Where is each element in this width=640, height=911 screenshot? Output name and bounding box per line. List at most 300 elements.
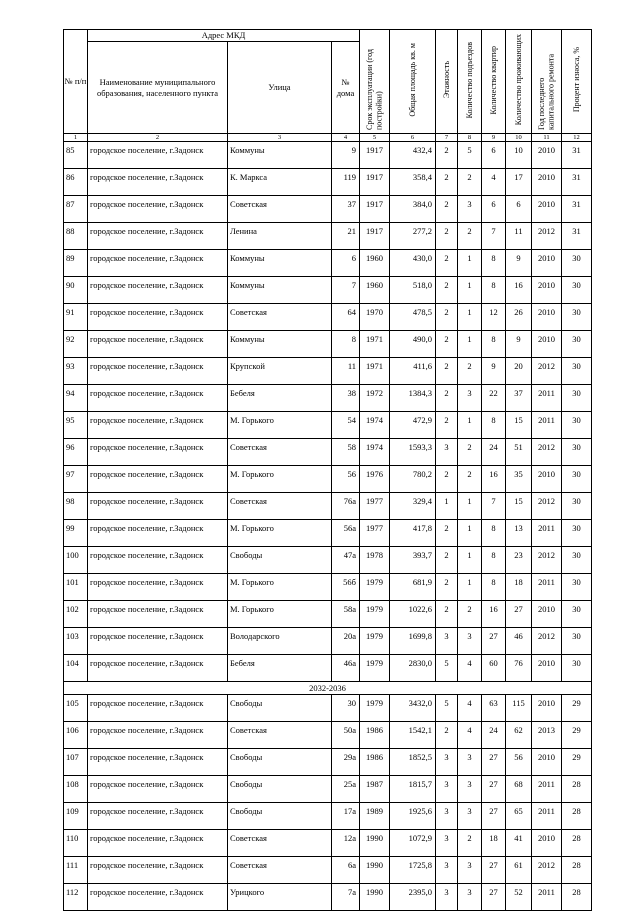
cell-repair-year: 2011 [532,776,562,803]
table-body-part-2 [64,695,592,911]
table-row [64,574,592,601]
cell-num: 88 [64,223,88,250]
cell-repair-year: 2010 [532,655,562,682]
cell-residents: 52 [506,884,532,911]
cell-apartments: 8 [482,277,506,304]
cell-wear: 30 [562,385,592,412]
cell-house: 7а [332,884,360,911]
cell-area: 478,5 [390,304,436,331]
cell-num: 91 [64,304,88,331]
cell-apartments: 27 [482,884,506,911]
cell-municipality: городское поселение, г.Задонск [88,803,228,830]
cell-repair-year: 2011 [532,520,562,547]
cell-residents: 26 [506,304,532,331]
cell-street: Советская [228,304,332,331]
cell-house: 56 [332,466,360,493]
cell-apartments: 8 [482,331,506,358]
cell-municipality: городское поселение, г.Задонск [88,439,228,466]
cell-wear: 28 [562,884,592,911]
cell-residents: 62 [506,722,532,749]
cell-entrances: 3 [458,196,482,223]
cell-house: 56б [332,574,360,601]
cell-year: 1917 [360,142,390,169]
cell-residents: 56 [506,749,532,776]
cell-wear: 31 [562,169,592,196]
cell-residents: 13 [506,520,532,547]
cell-residents: 61 [506,857,532,884]
cell-num: 89 [64,250,88,277]
cell-repair-year: 2011 [532,574,562,601]
cell-floors: 3 [436,628,458,655]
cell-municipality: городское поселение, г.Задонск [88,277,228,304]
header-apartments: Количество квартир [482,30,506,134]
header-floors: Этажность [436,30,458,134]
cell-floors: 3 [436,884,458,911]
cell-repair-year: 2012 [532,547,562,574]
cell-residents: 17 [506,169,532,196]
cell-street: М. Горького [228,601,332,628]
cell-house: 9 [332,142,360,169]
cell-floors: 5 [436,655,458,682]
cell-area: 2395,0 [390,884,436,911]
cell-repair-year: 2013 [532,722,562,749]
table-row [64,776,592,803]
cell-municipality: городское поселение, г.Задонск [88,749,228,776]
cell-municipality: городское поселение, г.Задонск [88,547,228,574]
cell-apartments: 27 [482,628,506,655]
cell-area: 1542,1 [390,722,436,749]
cell-entrances: 2 [458,169,482,196]
cell-area: 384,0 [390,196,436,223]
cell-residents: 68 [506,776,532,803]
cell-floors: 3 [436,857,458,884]
cell-wear: 30 [562,655,592,682]
cell-house: 6 [332,250,360,277]
cell-municipality: городское поселение, г.Задонск [88,142,228,169]
cell-year: 1960 [360,250,390,277]
cell-num: 92 [64,331,88,358]
cell-num: 99 [64,520,88,547]
cell-entrances: 2 [458,439,482,466]
table-row [64,250,592,277]
cell-num: 98 [64,493,88,520]
cell-entrances: 3 [458,385,482,412]
cell-apartments: 8 [482,412,506,439]
cell-municipality: городское поселение, г.Задонск [88,196,228,223]
col-number: 10 [506,134,532,142]
cell-repair-year: 2011 [532,884,562,911]
cell-floors: 2 [436,277,458,304]
cell-floors: 5 [436,695,458,722]
cell-entrances: 3 [458,776,482,803]
cell-house: 29а [332,749,360,776]
cell-street: Советская [228,493,332,520]
cell-apartments: 16 [482,466,506,493]
col-number: 8 [458,134,482,142]
table-row [64,830,592,857]
cell-year: 1971 [360,331,390,358]
cell-floors: 2 [436,142,458,169]
table-row [64,749,592,776]
cell-house: 76а [332,493,360,520]
cell-house: 20а [332,628,360,655]
cell-municipality: городское поселение, г.Задонск [88,722,228,749]
cell-repair-year: 2010 [532,466,562,493]
cell-house: 11 [332,358,360,385]
cell-residents: 10 [506,142,532,169]
cell-house: 6а [332,857,360,884]
cell-apartments: 8 [482,547,506,574]
cell-area: 417,8 [390,520,436,547]
table-row [64,628,592,655]
cell-apartments: 7 [482,493,506,520]
cell-area: 780,2 [390,466,436,493]
cell-entrances: 3 [458,884,482,911]
cell-apartments: 22 [482,385,506,412]
cell-floors: 2 [436,358,458,385]
col-number: 2 [88,134,228,142]
header-entrances: Количество подъездов [458,30,482,134]
cell-year: 1979 [360,574,390,601]
cell-municipality: городское поселение, г.Задонск [88,520,228,547]
cell-house: 56а [332,520,360,547]
cell-area: 490,0 [390,331,436,358]
cell-floors: 2 [436,466,458,493]
cell-year: 1917 [360,223,390,250]
cell-residents: 9 [506,331,532,358]
header-num: № п/п [64,30,88,134]
cell-repair-year: 2010 [532,277,562,304]
cell-year: 1986 [360,749,390,776]
cell-floors: 3 [436,830,458,857]
cell-apartments: 8 [482,250,506,277]
column-number-row [64,134,592,142]
cell-wear: 29 [562,722,592,749]
cell-floors: 2 [436,196,458,223]
cell-residents: 65 [506,803,532,830]
col-number: 12 [562,134,592,142]
cell-house: 58а [332,601,360,628]
cell-entrances: 1 [458,520,482,547]
housing-table [63,29,592,911]
cell-wear: 30 [562,574,592,601]
header-year: Срок эксплуатации (год постройки) [360,30,390,134]
cell-apartments: 6 [482,142,506,169]
cell-year: 1974 [360,412,390,439]
table-row [64,169,592,196]
cell-repair-year: 2010 [532,331,562,358]
cell-street: Советская [228,439,332,466]
cell-year: 1979 [360,628,390,655]
cell-num: 95 [64,412,88,439]
cell-num: 85 [64,142,88,169]
cell-repair-year: 2011 [532,385,562,412]
cell-floors: 3 [436,749,458,776]
cell-house: 58 [332,439,360,466]
cell-repair-year: 2012 [532,628,562,655]
header-house: № дома [332,42,360,134]
header-municipality: Наименование муниципального образования, населенного пункта [88,42,228,134]
cell-apartments: 27 [482,857,506,884]
cell-area: 1852,5 [390,749,436,776]
cell-area: 1815,7 [390,776,436,803]
cell-municipality: городское поселение, г.Задонск [88,655,228,682]
cell-num: 106 [64,722,88,749]
cell-floors: 2 [436,412,458,439]
cell-area: 1725,8 [390,857,436,884]
table-row [64,439,592,466]
table-row [64,196,592,223]
table-row [64,857,592,884]
cell-residents: 11 [506,223,532,250]
cell-apartments: 60 [482,655,506,682]
col-number: 3 [228,134,332,142]
cell-residents: 46 [506,628,532,655]
cell-wear: 28 [562,776,592,803]
col-number: 1 [64,134,88,142]
col-number: 9 [482,134,506,142]
cell-repair-year: 2012 [532,223,562,250]
cell-wear: 30 [562,277,592,304]
table-row [64,493,592,520]
cell-residents: 115 [506,695,532,722]
cell-num: 111 [64,857,88,884]
cell-apartments: 16 [482,601,506,628]
cell-apartments: 8 [482,520,506,547]
cell-num: 108 [64,776,88,803]
table-row [64,277,592,304]
table-row [64,655,592,682]
table-row [64,385,592,412]
cell-area: 358,4 [390,169,436,196]
cell-repair-year: 2010 [532,304,562,331]
cell-area: 2830,0 [390,655,436,682]
cell-apartments: 24 [482,439,506,466]
cell-street: Коммуны [228,250,332,277]
cell-house: 25а [332,776,360,803]
cell-wear: 28 [562,830,592,857]
cell-residents: 27 [506,601,532,628]
cell-num: 93 [64,358,88,385]
table-row [64,547,592,574]
cell-municipality: городское поселение, г.Задонск [88,223,228,250]
cell-wear: 31 [562,196,592,223]
cell-house: 8 [332,331,360,358]
cell-residents: 23 [506,547,532,574]
cell-residents: 35 [506,466,532,493]
cell-wear: 30 [562,358,592,385]
cell-residents: 15 [506,412,532,439]
cell-apartments: 12 [482,304,506,331]
cell-year: 1990 [360,884,390,911]
cell-entrances: 2 [458,223,482,250]
cell-wear: 30 [562,331,592,358]
housing-table-sheet [63,29,591,911]
cell-entrances: 1 [458,574,482,601]
table-row [64,331,592,358]
cell-year: 1970 [360,304,390,331]
cell-num: 86 [64,169,88,196]
cell-num: 94 [64,385,88,412]
cell-street: Коммуны [228,277,332,304]
cell-street: М. Горького [228,412,332,439]
cell-area: 411,6 [390,358,436,385]
cell-wear: 30 [562,493,592,520]
cell-wear: 31 [562,223,592,250]
cell-apartments: 27 [482,776,506,803]
cell-wear: 30 [562,466,592,493]
cell-municipality: городское поселение, г.Задонск [88,169,228,196]
cell-area: 1593,3 [390,439,436,466]
cell-wear: 30 [562,547,592,574]
cell-street: Ленина [228,223,332,250]
cell-floors: 2 [436,601,458,628]
cell-year: 1974 [360,439,390,466]
cell-residents: 9 [506,250,532,277]
cell-house: 64 [332,304,360,331]
cell-entrances: 1 [458,331,482,358]
cell-entrances: 2 [458,358,482,385]
cell-area: 432,4 [390,142,436,169]
cell-wear: 30 [562,520,592,547]
cell-apartments: 9 [482,358,506,385]
cell-entrances: 1 [458,304,482,331]
cell-num: 105 [64,695,88,722]
cell-street: К. Маркса [228,169,332,196]
cell-area: 1925,6 [390,803,436,830]
header-residents: Количество проживающих [506,30,532,134]
header-address: Адрес МКД [88,30,360,42]
cell-residents: 16 [506,277,532,304]
cell-repair-year: 2010 [532,196,562,223]
cell-area: 681,9 [390,574,436,601]
cell-municipality: городское поселение, г.Задонск [88,857,228,884]
cell-street: Крупской [228,358,332,385]
cell-repair-year: 2012 [532,439,562,466]
cell-area: 1072,9 [390,830,436,857]
header-wear: Процент износа, % [562,30,592,134]
cell-street: Свободы [228,695,332,722]
cell-year: 1977 [360,493,390,520]
cell-street: Свободы [228,776,332,803]
cell-area: 430,0 [390,250,436,277]
cell-street: Коммуны [228,142,332,169]
cell-municipality: городское поселение, г.Задонск [88,830,228,857]
table-row [64,142,592,169]
cell-apartments: 7 [482,223,506,250]
table-row [64,466,592,493]
cell-entrances: 2 [458,601,482,628]
period-separator [64,682,592,695]
cell-residents: 37 [506,385,532,412]
cell-residents: 6 [506,196,532,223]
cell-wear: 31 [562,142,592,169]
cell-wear: 29 [562,749,592,776]
cell-area: 393,7 [390,547,436,574]
cell-repair-year: 2011 [532,803,562,830]
col-number: 11 [532,134,562,142]
cell-house: 46а [332,655,360,682]
cell-entrances: 1 [458,250,482,277]
cell-year: 1917 [360,196,390,223]
period-label: 2032-2036 [64,682,592,695]
cell-floors: 1 [436,493,458,520]
cell-house: 17а [332,803,360,830]
cell-municipality: городское поселение, г.Задонск [88,412,228,439]
cell-entrances: 5 [458,142,482,169]
cell-wear: 28 [562,803,592,830]
table-row [64,601,592,628]
cell-street: Свободы [228,749,332,776]
cell-area: 1699,8 [390,628,436,655]
cell-street: М. Горького [228,520,332,547]
cell-area: 277,2 [390,223,436,250]
cell-municipality: городское поселение, г.Задонск [88,466,228,493]
cell-municipality: городское поселение, г.Задонск [88,884,228,911]
cell-residents: 20 [506,358,532,385]
cell-year: 1987 [360,776,390,803]
table-row [64,722,592,749]
cell-area: 1384,3 [390,385,436,412]
cell-repair-year: 2011 [532,412,562,439]
cell-area: 1022,6 [390,601,436,628]
table-row [64,223,592,250]
col-number: 7 [436,134,458,142]
cell-municipality: городское поселение, г.Задонск [88,574,228,601]
col-number: 6 [390,134,436,142]
table-row [64,358,592,385]
cell-street: Бебеля [228,655,332,682]
cell-num: 112 [64,884,88,911]
table-row [64,803,592,830]
cell-year: 1986 [360,722,390,749]
cell-repair-year: 2010 [532,695,562,722]
cell-apartments: 27 [482,803,506,830]
cell-num: 107 [64,749,88,776]
cell-wear: 28 [562,857,592,884]
cell-num: 97 [64,466,88,493]
cell-year: 1971 [360,358,390,385]
col-number: 5 [360,134,390,142]
cell-street: Советская [228,722,332,749]
cell-residents: 76 [506,655,532,682]
cell-year: 1976 [360,466,390,493]
cell-area: 329,4 [390,493,436,520]
cell-num: 103 [64,628,88,655]
cell-floors: 2 [436,722,458,749]
cell-street: Володарского [228,628,332,655]
table-body-part-1 [64,142,592,682]
cell-num: 104 [64,655,88,682]
cell-repair-year: 2010 [532,169,562,196]
cell-num: 100 [64,547,88,574]
table-row [64,520,592,547]
cell-residents: 15 [506,493,532,520]
cell-year: 1960 [360,277,390,304]
cell-year: 1979 [360,655,390,682]
cell-municipality: городское поселение, г.Задонск [88,385,228,412]
cell-municipality: городское поселение, г.Задонск [88,331,228,358]
cell-wear: 30 [562,601,592,628]
cell-municipality: городское поселение, г.Задонск [88,250,228,277]
cell-house: 38 [332,385,360,412]
cell-residents: 51 [506,439,532,466]
cell-street: Коммуны [228,331,332,358]
cell-year: 1979 [360,695,390,722]
cell-repair-year: 2010 [532,749,562,776]
cell-municipality: городское поселение, г.Задонск [88,776,228,803]
cell-area: 3432,0 [390,695,436,722]
